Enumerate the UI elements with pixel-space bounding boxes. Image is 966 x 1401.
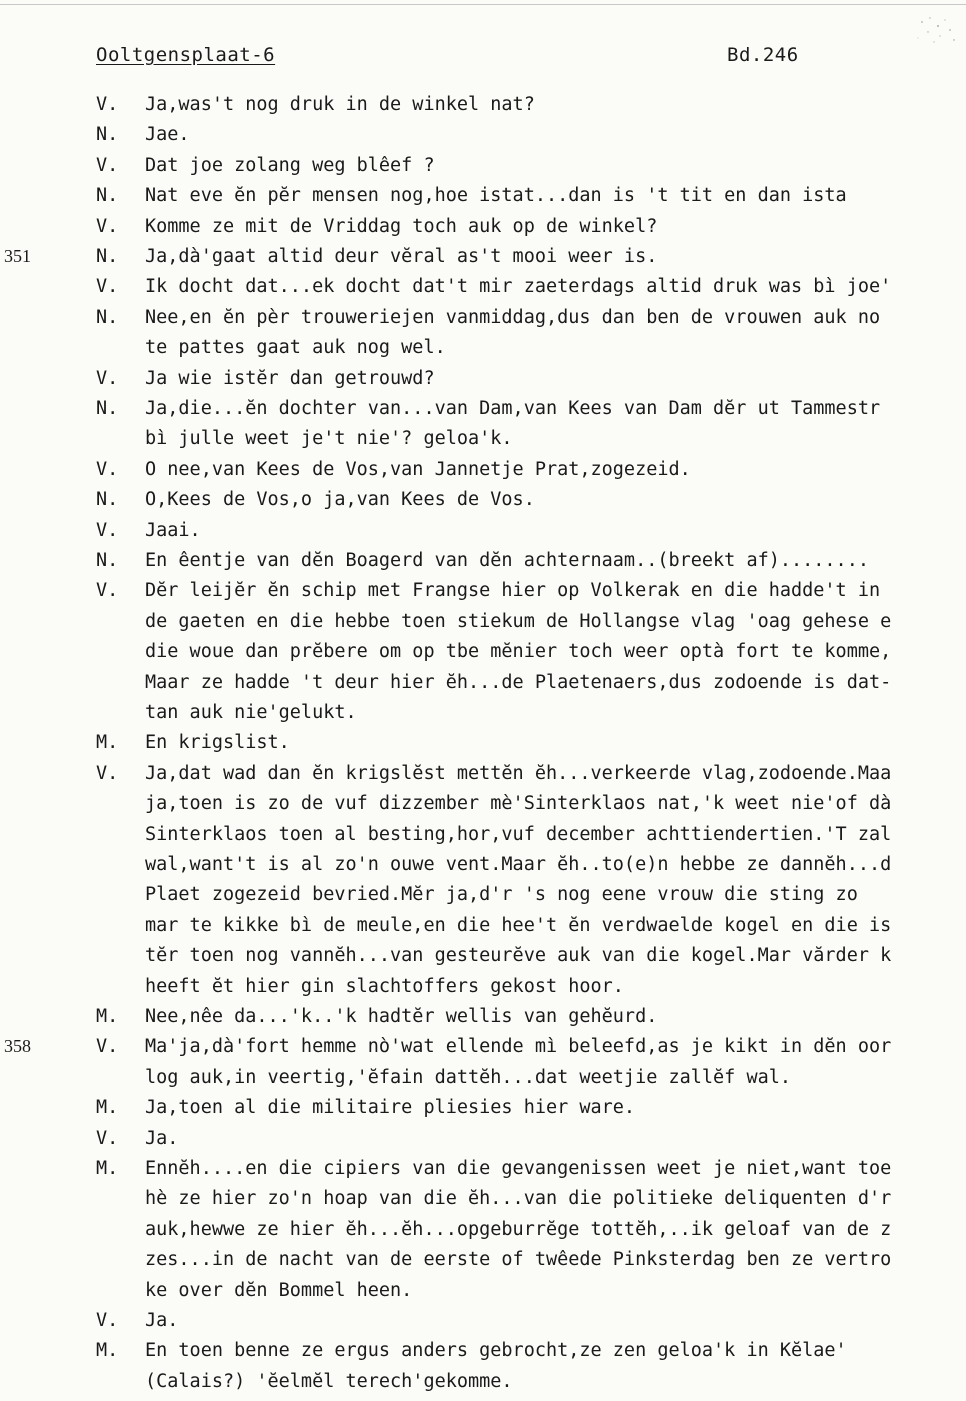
speaker-label: N.: [96, 306, 119, 328]
utterance-text: bì julle weet je't nie'? geloa'k.: [145, 428, 513, 450]
utterance-text: En krigslist.: [145, 732, 290, 754]
utterance-text: Jae.: [145, 124, 190, 146]
transcript-line: [0, 611, 966, 641]
speaker-label: V.: [96, 1036, 119, 1058]
transcript-line: [0, 428, 966, 458]
utterance-text: Nee,nêe da...'k..'k hadtĕr wellis van gehĕurd.: [145, 1006, 658, 1027]
transcript-line: [0, 672, 966, 702]
transcript-line: [0, 1067, 966, 1097]
utterance-text: Dat joe zolang weg blêef ?: [145, 154, 435, 176]
transcript-line: [0, 1036, 966, 1066]
transcript-line: [0, 398, 966, 428]
transcript-line: [0, 1219, 966, 1249]
speaker-label: M.: [96, 1097, 119, 1119]
utterance-text: Ma'ja,dà'fort hemme nò'wat ellende mì beleefd,as je kikt in dĕn oor: [145, 1036, 892, 1058]
utterance-text: tĕr toen nog vannĕh...van gesteurĕve auk van die kogel.Mar vărder k: [145, 945, 892, 967]
transcript-line: [0, 94, 966, 124]
margin-line-number: 358: [4, 1036, 31, 1057]
paper-specks-decoration: [910, 12, 960, 52]
transcript-line: [0, 1158, 966, 1188]
transcript-line: [0, 763, 966, 793]
utterance-text: zes...in de nacht van de eerste of twêede Pinksterdag ben ze vertro: [145, 1249, 892, 1271]
utterance-text: tan auk nie'gelukt.: [145, 702, 357, 723]
speaker-label: V.: [96, 215, 119, 237]
utterance-text: Ja,toen al die militaire pliesies hier ware.: [145, 1097, 636, 1119]
transcript-line: [0, 550, 966, 580]
transcript-line: [0, 307, 966, 337]
transcript-line: [0, 641, 966, 671]
transcript-line: [0, 1128, 966, 1158]
utterance-text: Plaet zogezeid bevried.Mĕr ja,d'r 's nog eene vrouw die sting zo: [145, 884, 858, 906]
transcript-line: [0, 1006, 966, 1036]
utterance-text: (Calais?) 'ĕelmĕl terech'gekomme.: [145, 1370, 513, 1392]
utterance-text: ke over dĕn Bommel heen.: [145, 1279, 413, 1301]
utterance-text: te pattes gaat auk nog wel.: [145, 337, 446, 359]
transcript-line: [0, 732, 966, 762]
utterance-text: Nee,en ĕn pèr trouweriejen vanmiddag,dus dan ben de vrouwen auk no: [145, 306, 881, 328]
transcript-line: [0, 824, 966, 854]
transcript-line: [0, 1310, 966, 1340]
utterance-text: Nat eve ĕn pĕr mensen nog,hoe istat...dan is 't tit en dan ista: [145, 185, 847, 207]
transcript-line: [0, 1097, 966, 1127]
utterance-text: Ja,dat wad dan ĕn krigslĕst mettĕn ĕh...verkeerde vlag,zodoende.Maa: [145, 762, 892, 784]
transcript-line: [0, 793, 966, 823]
transcript-line: [0, 520, 966, 550]
utterance-text: Dĕr leijĕr ĕn schip met Frangse hier op Volkerak en die hadde't in: [145, 580, 881, 602]
utterance-text: mar te kikke bì de meule,en die hee't ĕn verdwaelde kogel en die is: [145, 914, 892, 936]
transcript-line: [0, 368, 966, 398]
document-title: Ooltgensplaat-6: [96, 44, 276, 66]
speaker-label: V.: [96, 519, 119, 541]
transcript-line: [0, 216, 966, 246]
speaker-label: V.: [96, 1310, 119, 1331]
speaker-label: N.: [96, 550, 119, 571]
speaker-label: V.: [96, 276, 119, 298]
speaker-label: V.: [96, 154, 119, 176]
utterance-text: En toen benne ze ergus anders gebrocht,ze zen geloa'k in Kĕlae': [145, 1340, 847, 1362]
speaker-label: V.: [96, 367, 119, 389]
transcript-line: [0, 1371, 966, 1401]
page-top-edge: [0, 4, 966, 5]
utterance-text: Maar ze hadde 't deur hier ĕh...de Plaetenaers,dus zodoende is dat-: [145, 671, 892, 693]
utterance-text: Ja.: [145, 1127, 179, 1149]
speaker-label: V.: [96, 1127, 119, 1149]
transcript-line: [0, 124, 966, 154]
utterance-text: log auk,in veertig,'ĕfain dattĕh...dat weetjie zallĕf wal.: [145, 1066, 792, 1088]
transcript-line: [0, 489, 966, 519]
speaker-label: V.: [96, 762, 119, 784]
utterance-text: Ja,die...ĕn dochter van...van Dam,van Kees van Dam dĕr ut Tammestr: [145, 398, 881, 419]
transcript-line: [0, 915, 966, 945]
utterance-text: Komme ze mit de Vriddag toch auk op de winkel?: [145, 215, 658, 237]
page-reference: Bd.246: [727, 44, 799, 66]
transcript-line: [0, 976, 966, 1006]
transcript-line: [0, 1249, 966, 1279]
utterance-text: Ja wie istĕr dan getrouwd?: [145, 367, 435, 389]
transcript-line: [0, 459, 966, 489]
utterance-text: hè ze hier zo'n hoap van die ĕh...van die politieke deliquenten d'r: [145, 1188, 892, 1210]
transcript-line: [0, 246, 966, 276]
transcript-line: [0, 276, 966, 306]
transcript-line: [0, 580, 966, 610]
transcript-line: [0, 884, 966, 914]
utterance-text: Jaai.: [145, 519, 201, 541]
transcript-line: [0, 155, 966, 185]
utterance-text: O,Kees de Vos,o ja,van Kees de Vos.: [145, 489, 535, 511]
speaker-label: N.: [96, 124, 119, 146]
speaker-label: M.: [96, 1340, 119, 1362]
utterance-text: O nee,van Kees de Vos,van Jannetje Prat,zogezeid.: [145, 458, 691, 480]
speaker-label: V.: [96, 580, 119, 602]
utterance-text: En êentje van dĕn Boagerd van dĕn achternaam..(breekt af)........: [145, 550, 869, 571]
transcript-line: [0, 1188, 966, 1218]
margin-line-number: 351: [4, 246, 31, 266]
utterance-text: Ja,dà'gaat altid deur vĕral as't mooi weer is.: [145, 246, 658, 267]
transcript-line: [0, 702, 966, 732]
speaker-label: V.: [96, 458, 119, 480]
utterance-text: auk,hewwe ze hier ĕh...ĕh...opgeburrĕge tottĕh,..ik geloaf van de z: [145, 1218, 892, 1240]
speaker-label: M.: [96, 732, 119, 754]
utterance-text: Ik docht dat...ek docht dat't mir zaeterdags altid druk was bì joe': [145, 276, 892, 298]
utterance-text: ja,toen is zo de vuf dizzember mè'Sinterklaos nat,'k weet nie'of dà: [145, 793, 892, 815]
speaker-label: N.: [96, 246, 119, 267]
utterance-text: Ennĕh....en die cipiers van die gevangenissen weet je niet,want toe: [145, 1158, 892, 1179]
utterance-text: Ja.: [145, 1310, 179, 1331]
speaker-label: M.: [96, 1006, 119, 1027]
transcript-line: [0, 337, 966, 367]
utterance-text: de gaeten en die hebbe toen stiekum de Hollangse vlag 'oag gehese e: [145, 610, 892, 632]
speaker-label: N.: [96, 398, 119, 419]
utterance-text: Ja,was't nog druk in de winkel nat?: [145, 94, 535, 115]
transcript-line: [0, 1280, 966, 1310]
speaker-label: N.: [96, 489, 119, 511]
utterance-text: heeft ĕt hier gin slachtoffers gekost hoor.: [145, 975, 624, 997]
transcript-line: [0, 945, 966, 975]
transcript-line: [0, 1340, 966, 1370]
transcript-line: [0, 854, 966, 884]
speaker-label: M.: [96, 1158, 119, 1179]
speaker-label: N.: [96, 185, 119, 207]
speaker-label: V.: [96, 94, 119, 115]
utterance-text: wal,want't is al zo'n ouwe vent.Maar ĕh..to(e)n hebbe ze dannĕh...d: [145, 854, 892, 875]
utterance-text: Sinterklaos toen al besting,hor,vuf december achttiendertien.'T zal: [145, 823, 892, 845]
utterance-text: die woue dan prĕbere om op tbe mĕnier toch weer optà fort te komme,: [145, 641, 892, 663]
transcript-line: [0, 185, 966, 215]
